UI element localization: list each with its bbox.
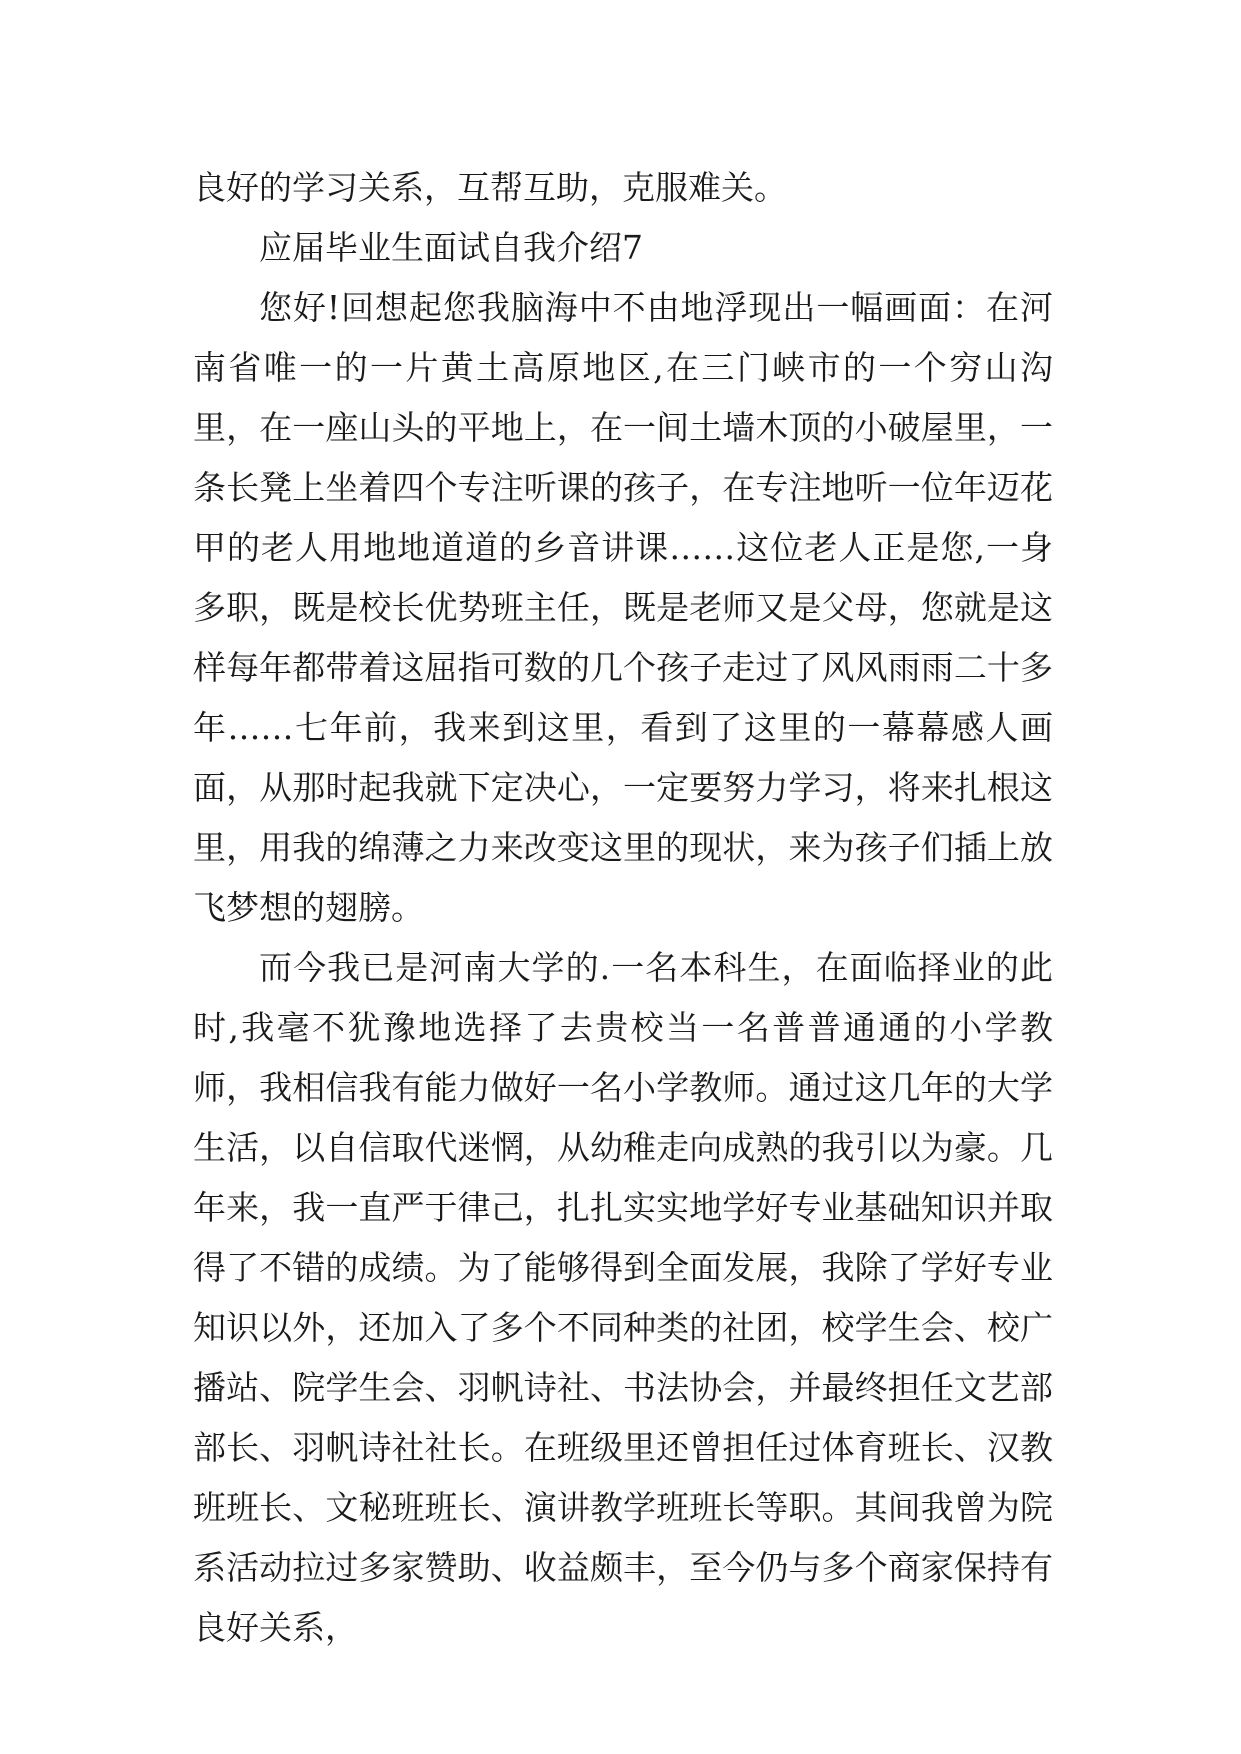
paragraph-greeting: 您好!回想起您我脑海中不由地浮现出一幅画面：在河南省唯一的一片黄土高原地区,在三门峡市的一个穷山沟里，在一座山头的平地上，在一间土墙木顶的小破屋里，一条长凳上坐着四个专注听课的孩子，在专注地听一位年迈花甲的老人用地地道道的乡音讲课……这位老人正是您,一身多职，既是校长优势班主任，既是老师又是父母，您就是这样每年都带着这屈指可数的几个孩子走过了风风雨雨二十多年……七年前，我来到这里，看到了这里的一幕幕感人画面，从那时起我就下定决心，一定要努力学习，将来扎根这里，用我的绵薄之力来改变这里的现状，来为孩子们插上放飞梦想的翅膀。: [193, 288, 1053, 927]
document-body: [193, 158, 1053, 1658]
section-heading: 应届毕业生面试自我介绍7: [259, 228, 643, 267]
paragraph-experience: 而今我已是河南大学的.一名本科生，在面临择业的此时,我毫不犹豫地选择了去贵校当一名普普通通的小学教师，我相信我有能力做好一名小学教师。通过这几年的大学生活，以自信取代迷惘，从幼稚走向成熟的我引以为豪。几年来，我一直严于律己，扎扎实实地学好专业基础知识并取得了不错的成绩。为了能够得到全面发展，我除了学好专业知识以外，还加入了多个不同种类的社团，校学生会、校广播站、院学生会、羽帆诗社、书法协会，并最终担任文艺部部长、羽帆诗社社长。在班级里还曾担任过体育班长、汉教班班长、文秘班班长、演讲教学班班长等职。其间我曾为院系活动拉过多家赞助、收益颇丰，至今仍与多个商家保持有良好关系，: [193, 948, 1053, 1647]
paragraph-continuation: 良好的学习关系，互帮互助，克服难关。: [193, 168, 787, 207]
